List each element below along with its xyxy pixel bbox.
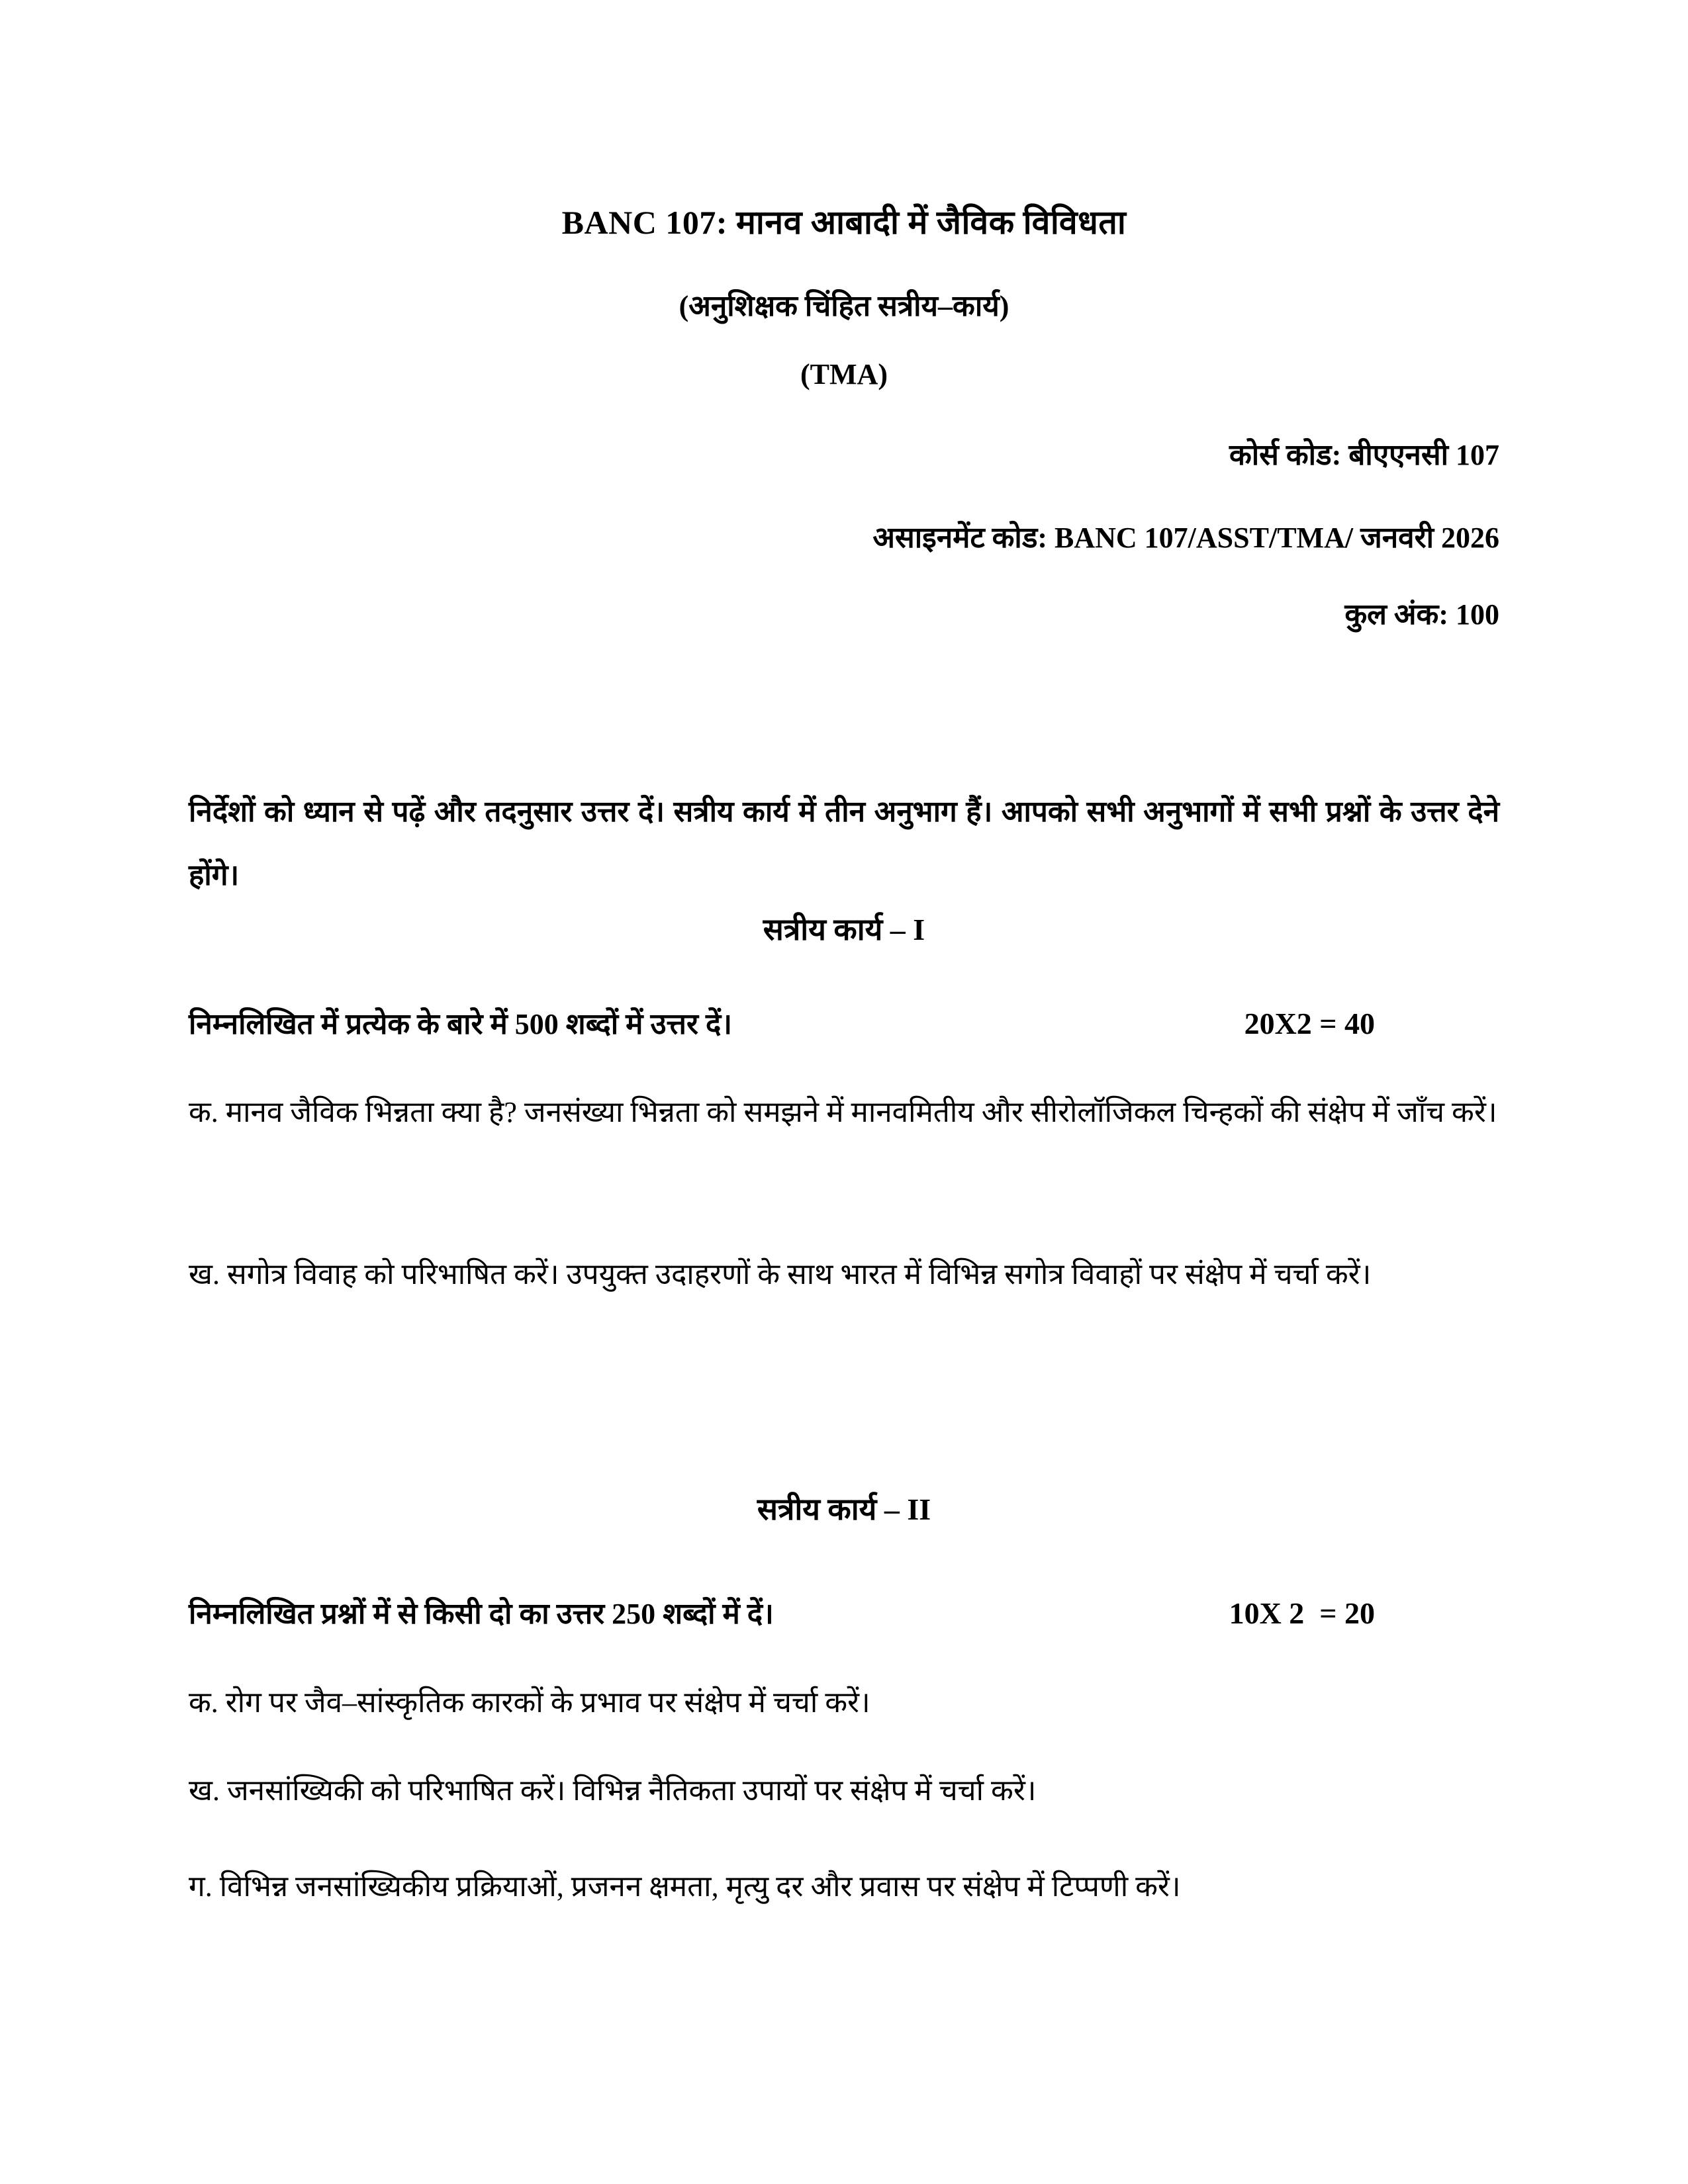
section-1-marks: 20X2 = 40 [1244, 1007, 1375, 1040]
section-2-intro: निम्नलिखित प्रश्नों में से किसी दो का उत्तर 250 शब्दों में दें। [189, 1598, 774, 1630]
section-2-heading: सत्रीय कार्य – II [757, 1492, 931, 1526]
tma-label: (TMA) [800, 358, 888, 390]
section-2-question-ga: ग. विभिन्न जनसांख्यिकीय प्रक्रियाओं, प्रजनन क्षमता, मृत्यु दर और प्रवास पर संक्षेप में टिप्पणी करें। [189, 1870, 1181, 1903]
section-1-intro: निम्नलिखित में प्रत्येक के बारे में 500 शब्दों में उत्तर दें। [189, 1008, 732, 1040]
assignment-code: असाइनमेंट कोड: BANC 107/ASST/TMA/ जनवरी 2026 [872, 522, 1499, 554]
section-2-question-ka: क. रोग पर जैव–सांस्कृतिक कारकों के प्रभाव पर संक्षेप में चर्चा करें। [189, 1686, 870, 1719]
instructions-text: निर्देशों को ध्यान से पढ़ें और तदनुसार उत्तर दें। सत्रीय कार्य में तीन अनुभाग हैं। आपको सभी अनुभागों में सभी प्रश्नों के उत्तर देने होंगे। [189, 796, 1499, 891]
section-1-heading: सत्रीय कार्य – I [763, 913, 925, 946]
total-marks: कुल अंक: 100 [1344, 598, 1499, 631]
course-code: कोर्स कोड: बीएएनसी 107 [1229, 439, 1499, 471]
section-1-question-ka: क. मानव जैविक भिन्नता क्या है? जनसंख्या भिन्नता को समझने में मानवमितीय और सीरोलॉजिकल चिन्हकों की संक्षेप में जाँच करें। [189, 1096, 1497, 1128]
document-subtitle: (अनुशिक्षक चिंहित सत्रीय–कार्य) [679, 290, 1009, 322]
section-2-question-kha: ख. जनसांख्यिकी को परिभाषित करें। विभिन्न नैतिकता उपायों पर संक्षेप में चर्चा करें। [189, 1774, 1037, 1807]
section-2-marks: 10X 2 = 20 [1229, 1596, 1375, 1630]
document-title: BANC 107: मानव आबादी में जैविक विविधता [561, 204, 1127, 241]
section-1-intro-row [189, 1003, 1499, 1042]
section-1-question-kha: ख. सगोत्र विवाह को परिभाषित करें। उपयुक्त उदाहरणों के साथ भारत में विभिन्न सगोत्र विवाहों पर संक्षेप में चर्चा करें। [189, 1258, 1372, 1291]
section-2-intro-row [189, 1592, 1499, 1632]
